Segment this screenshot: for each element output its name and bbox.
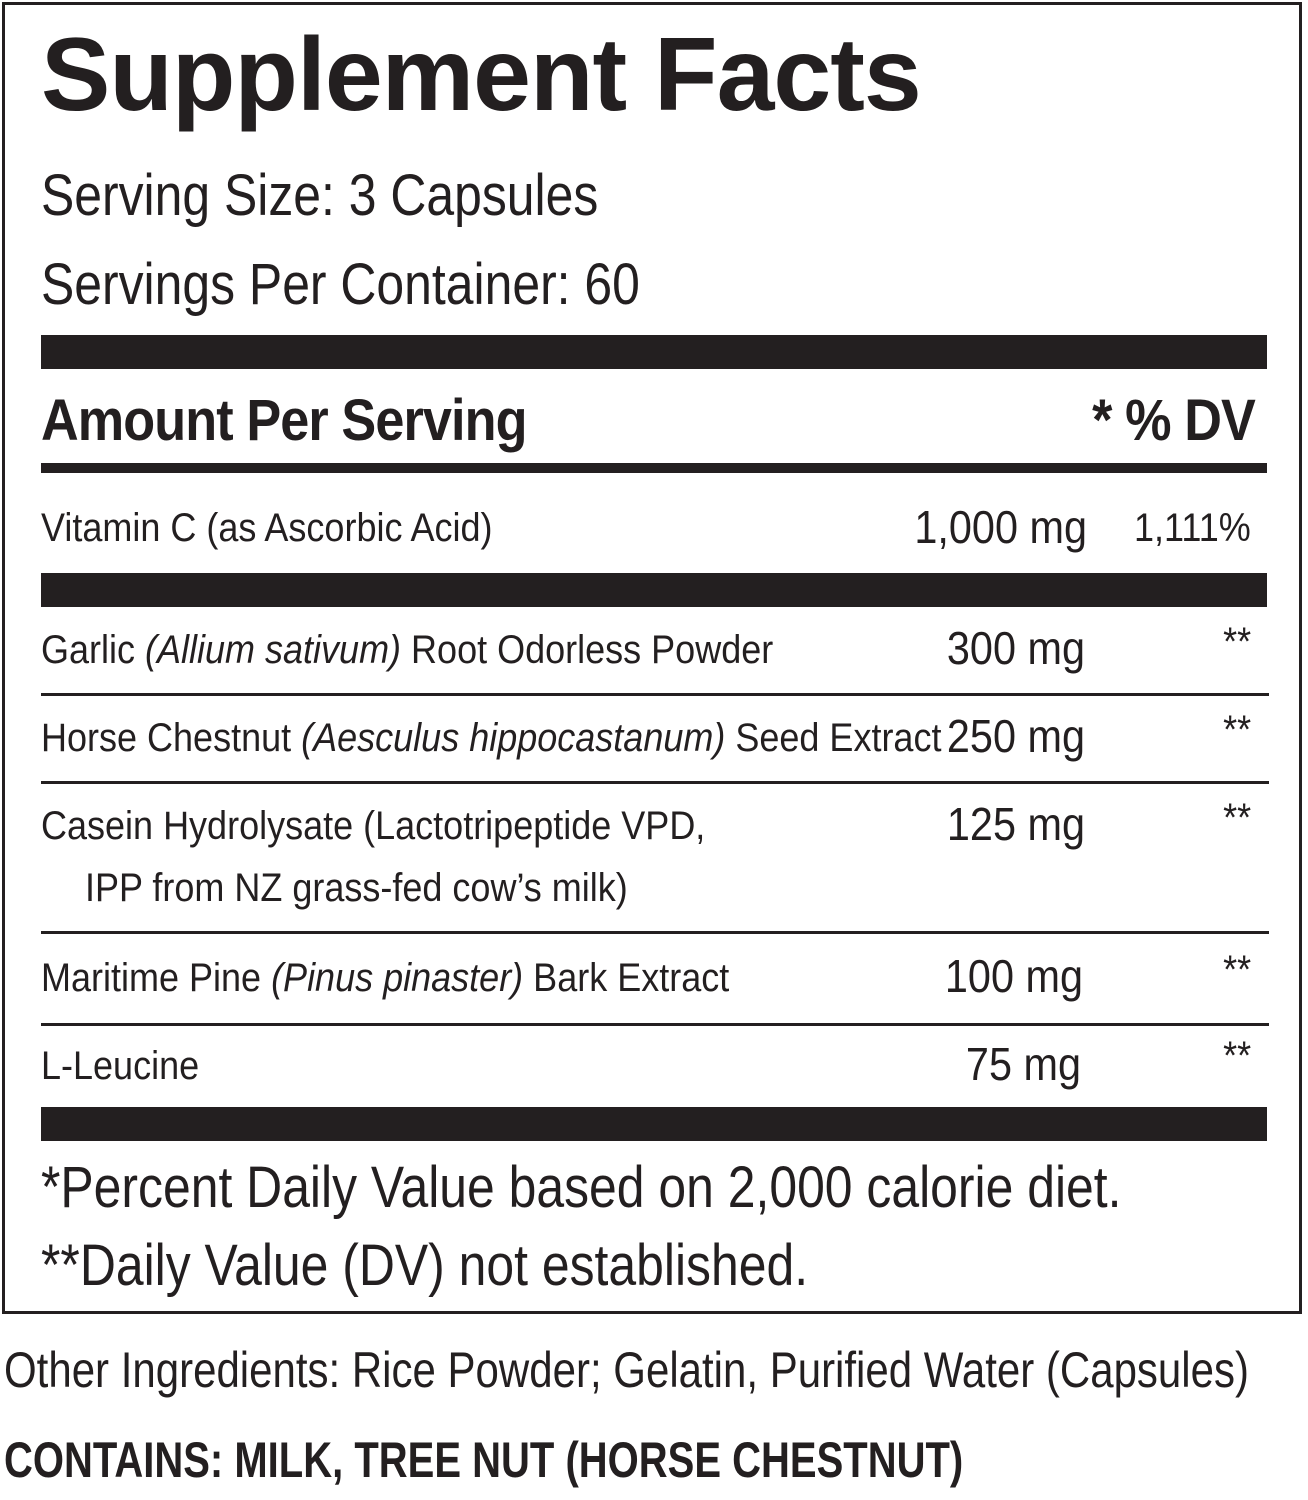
ingredient-amount-vitamin-c: 1,000 mg [914, 501, 1087, 553]
ingredient-dv-maritime-pine: ** [1222, 948, 1251, 992]
thick-divider-bottom [41, 1107, 1267, 1141]
ingredient-dv-casein-hydrolysate: ** [1222, 796, 1251, 840]
allergen-contains: CONTAINS: MILK, TREE NUT (HORSE CHESTNUT) [4, 1432, 964, 1488]
thick-divider-middle [41, 573, 1267, 607]
ingredient-dv-horse-chestnut: ** [1222, 708, 1251, 752]
amount-per-serving-header: Amount Per Serving [41, 388, 527, 453]
ingredient-name-casein-hydrolysate-line2: IPP from NZ grass-fed cow’s milk) [85, 866, 628, 910]
ingredient-amount-casein-hydrolysate: 125 mg [946, 798, 1085, 850]
medium-divider [41, 463, 1267, 473]
servings-per-container: Servings Per Container: 60 [41, 252, 640, 317]
other-ingredients: Other Ingredients: Rice Powder; Gelatin, Purified Water (Capsules) [4, 1342, 1249, 1398]
ingredient-amount-horse-chestnut: 250 mg [946, 710, 1085, 762]
percent-dv-header: * % DV [1092, 388, 1255, 453]
ingredient-dv-vitamin-c: 1,111% [1134, 506, 1251, 550]
ingredient-dv-garlic: ** [1222, 620, 1251, 664]
supplement-facts-panel [2, 2, 1302, 1314]
row-divider [41, 693, 1269, 696]
row-divider [41, 781, 1269, 784]
ingredient-amount-l-leucine: 75 mg [965, 1038, 1081, 1090]
thick-divider-top [41, 335, 1267, 369]
row-divider [41, 931, 1269, 934]
ingredient-name-vitamin-c: Vitamin C (as Ascorbic Acid) [41, 506, 493, 550]
ingredient-name-garlic: Garlic (Allium sativum) Root Odorless Powder [41, 628, 774, 672]
footnote-dv-not-established: **Daily Value (DV) not established. [41, 1233, 809, 1298]
ingredient-name-casein-hydrolysate: Casein Hydrolysate (Lactotripeptide VPD, [41, 804, 706, 848]
label-title: Supplement Facts [41, 17, 921, 133]
row-divider [41, 1023, 1269, 1026]
footnote-percent-dv: *Percent Daily Value based on 2,000 calorie diet. [41, 1155, 1122, 1220]
ingredient-amount-maritime-pine: 100 mg [944, 950, 1083, 1002]
ingredient-name-maritime-pine: Maritime Pine (Pinus pinaster) Bark Extract [41, 956, 730, 1000]
serving-size: Serving Size: 3 Capsules [41, 163, 599, 228]
ingredient-name-l-leucine: L-Leucine [41, 1044, 200, 1088]
ingredient-amount-garlic: 300 mg [946, 622, 1085, 674]
ingredient-dv-l-leucine: ** [1222, 1034, 1251, 1078]
ingredient-name-horse-chestnut: Horse Chestnut (Aesculus hippocastanum) Seed Extract [41, 716, 942, 760]
